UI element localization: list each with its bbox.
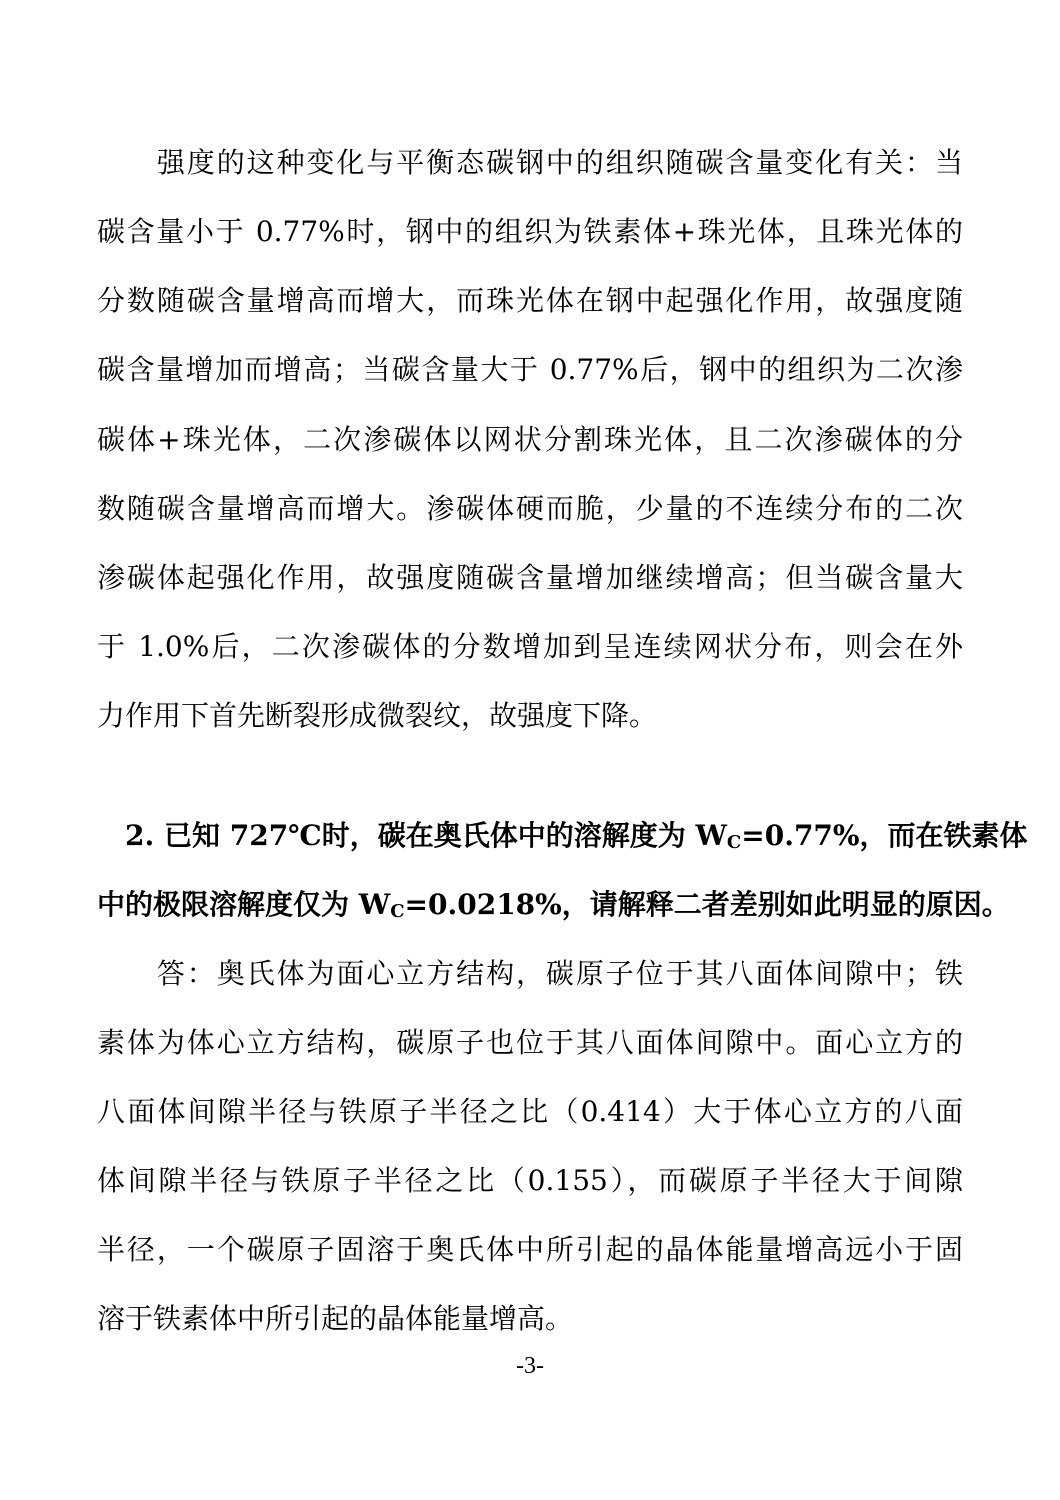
question-text: =0.77%，而在铁素体 [741,819,1028,852]
page-number: -3- [516,1353,544,1379]
text-line: 素体为体心立方结构，碳原子也位于其八面体间隙中。面心立方的 [97,1026,963,1059]
text-line: 碳含量小于 0.77%时，钢中的组织为铁素体+珠光体，且珠光体的 [97,215,963,248]
text-line: 渗碳体起强化作用，故强度随碳含量增加继续增高；但当碳含量大 [97,561,963,594]
text-line: 答：奥氏体为面心立方结构，碳原子位于其八面体间隙中；铁 [97,957,963,990]
text-line: 分数随碳含量增高而增大，而珠光体在钢中起强化作用，故强度随 [97,284,963,317]
text-line: 碳体+珠光体，二次渗碳体以网状分割珠光体，且二次渗碳体的分 [97,423,963,456]
subscript: C [390,901,405,922]
text-line: 体间隙半径与铁原子半径之比（0.155），而碳原子半径大于间隙 [97,1164,963,1197]
text-line: 溶于铁素体中所引起的晶体能量增高。 [97,1302,574,1335]
text-line: 半径，一个碳原子固溶于奥氏体中所引起的晶体能量增高远小于固 [97,1233,963,1266]
subscript: C [726,832,742,853]
text-line: 碳含量增加而增高；当碳含量大于 0.77%后，钢中的组织为二次渗 [97,353,963,386]
question-line [97,816,1028,856]
question-text: =0.0218%，请解释二者差别如此明显的原因。 [404,888,1010,921]
question-line [97,885,1010,925]
text-line: 八面体间隙半径与铁原子半径之比（0.414）大于体心立方的八面 [97,1095,963,1128]
question-text: 中的极限溶解度仅为 W [97,888,391,921]
text-line: 于 1.0%后，二次渗碳体的分数增加到呈连续网状分布，则会在外 [97,630,963,663]
text-line: 强度的这种变化与平衡态碳钢中的组织随碳含量变化有关：当 [97,146,963,179]
question-text: 2. 已知 727℃时，碳在奥氏体中的溶解度为 W [97,819,727,852]
text-line: 数随碳含量增高而增大。渗碳体硬而脆，少量的不连续分布的二次 [97,492,963,525]
text-line: 力作用下首先断裂形成微裂纹，故强度下降。 [97,699,658,732]
